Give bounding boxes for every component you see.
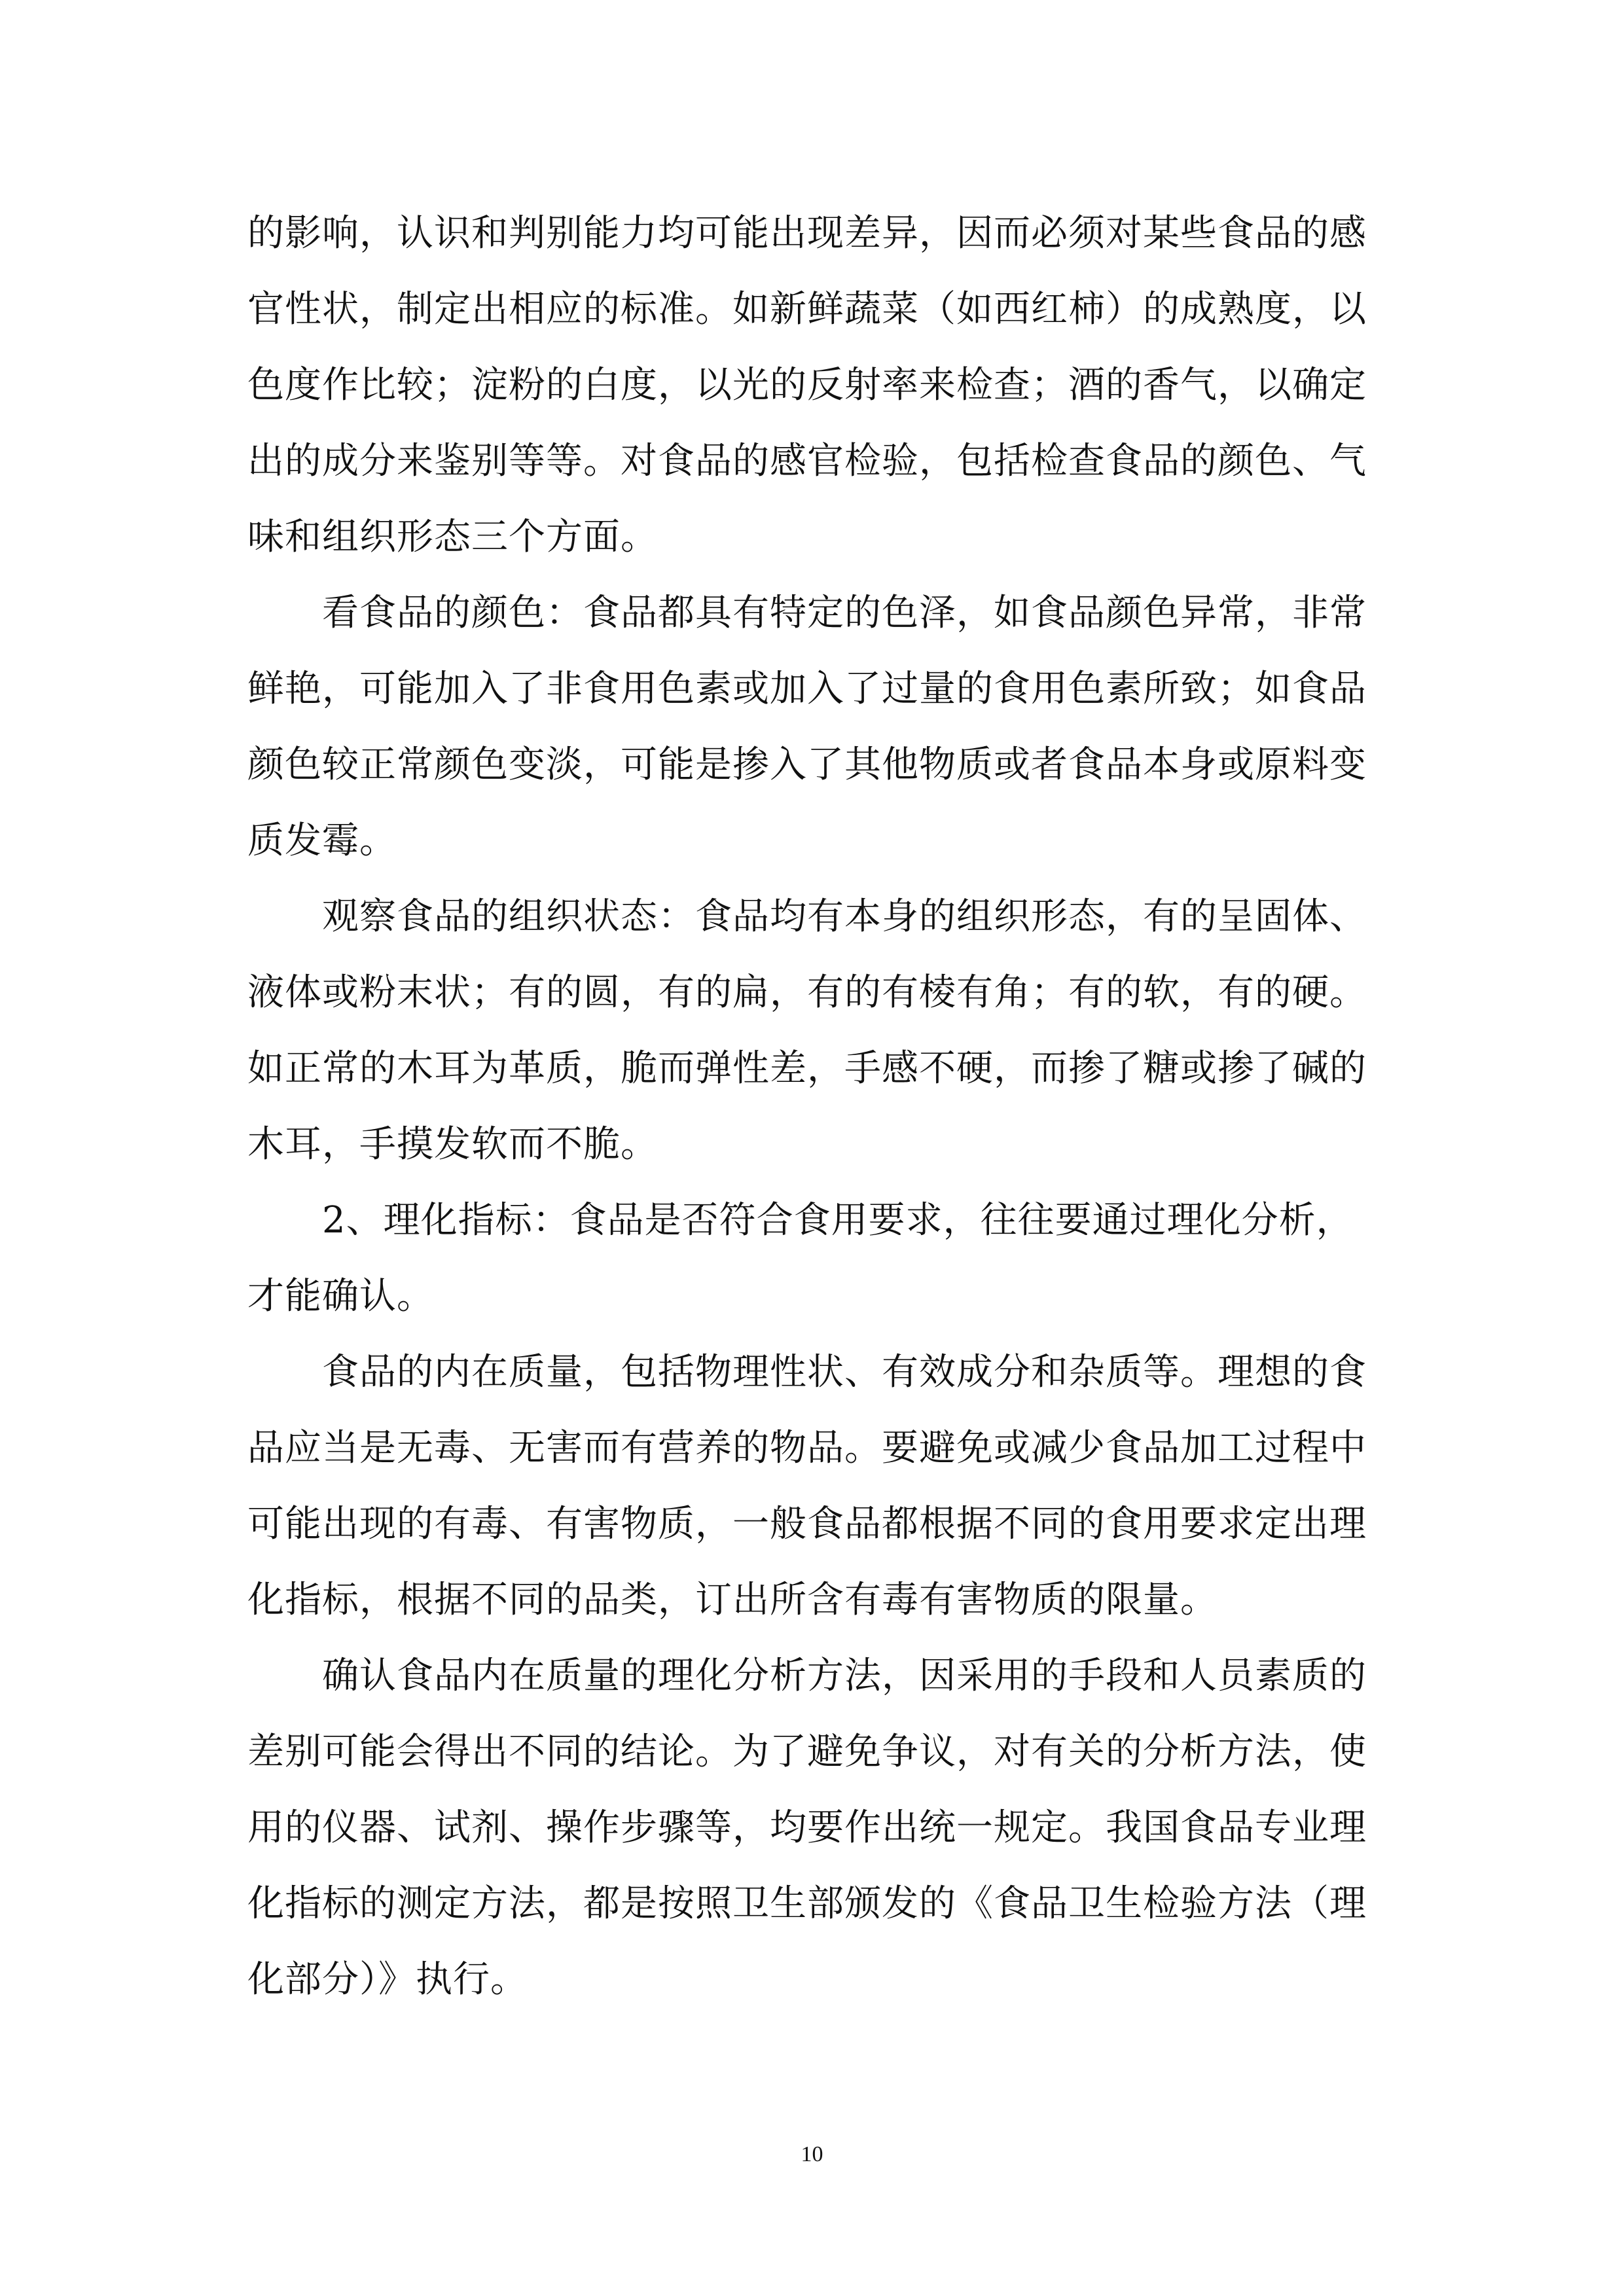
text-line: 品应当是无毒、无害而有营养的物品。要避免或减少食品加工过程中 [247, 1427, 1367, 1469]
paragraph-first-line: 看食品的颜色：食品都具有特定的色泽，如食品颜色异常，非常 [322, 592, 1367, 634]
text-line: 才能确认。 [247, 1275, 434, 1318]
paragraph-first-line: 食品的内在质量，包括物理性状、有效成分和杂质等。理想的食 [322, 1351, 1367, 1393]
text-line: 液体或粉末状；有的圆，有的扁，有的有棱有角；有的软，有的硬。 [247, 971, 1367, 1014]
page-number: 10 [801, 2142, 823, 2166]
text-line: 如正常的木耳为革质，脆而弹性差，手感不硬，而掺了糖或掺了碱的 [247, 1047, 1367, 1090]
paragraph-first-line: 观察食品的组织状态：食品均有本身的组织形态，有的呈固体、 [322, 895, 1367, 938]
text-line: 味和组织形态三个方面。 [247, 516, 658, 558]
text-line: 鲜艳，可能加入了非食用色素或加入了过量的食用色素所致；如食品 [247, 668, 1367, 710]
text-line: 色度作比较；淀粉的白度，以光的反射率来检查；酒的香气，以确定 [247, 364, 1367, 406]
text-line: 质发霉。 [247, 819, 397, 862]
text-line: 化部分）》执行。 [247, 1958, 528, 2001]
paragraph-first-line: 2、理化指标：食品是否符合食用要求，往往要通过理化分析， [322, 1199, 1354, 1242]
text-line: 官性状，制定出相应的标准。如新鲜蔬菜（如西红柿）的成熟度，以 [247, 288, 1367, 331]
text-line: 可能出现的有毒、有害物质，一般食品都根据不同的食用要求定出理 [247, 1503, 1367, 1545]
text-line: 出的成分来鉴别等等。对食品的感官检验，包括检查食品的颜色、气 [247, 440, 1367, 482]
text-line: 化指标的测定方法，都是按照卫生部颁发的《食品卫生检验方法（理 [247, 1882, 1367, 1925]
paragraph-first-line: 确认食品内在质量的理化分析方法，因采用的手段和人员素质的 [322, 1655, 1367, 1697]
text-line: 的影响，认识和判别能力均可能出现差异，因而必须对某些食品的感 [247, 212, 1367, 255]
text-line: 化指标，根据不同的品类，订出所含有毒有害物质的限量。 [247, 1579, 1218, 1621]
text-line: 木耳，手摸发软而不脆。 [247, 1123, 658, 1166]
text-line: 颜色较正常颜色变淡，可能是掺入了其他物质或者食品本身或原料变 [247, 744, 1367, 786]
text-line: 用的仪器、试剂、操作步骤等，均要作出统一规定。我国食品专业理 [247, 1806, 1367, 1849]
text-line: 差别可能会得出不同的结论。为了避免争议，对有关的分析方法，使 [247, 1731, 1367, 1773]
